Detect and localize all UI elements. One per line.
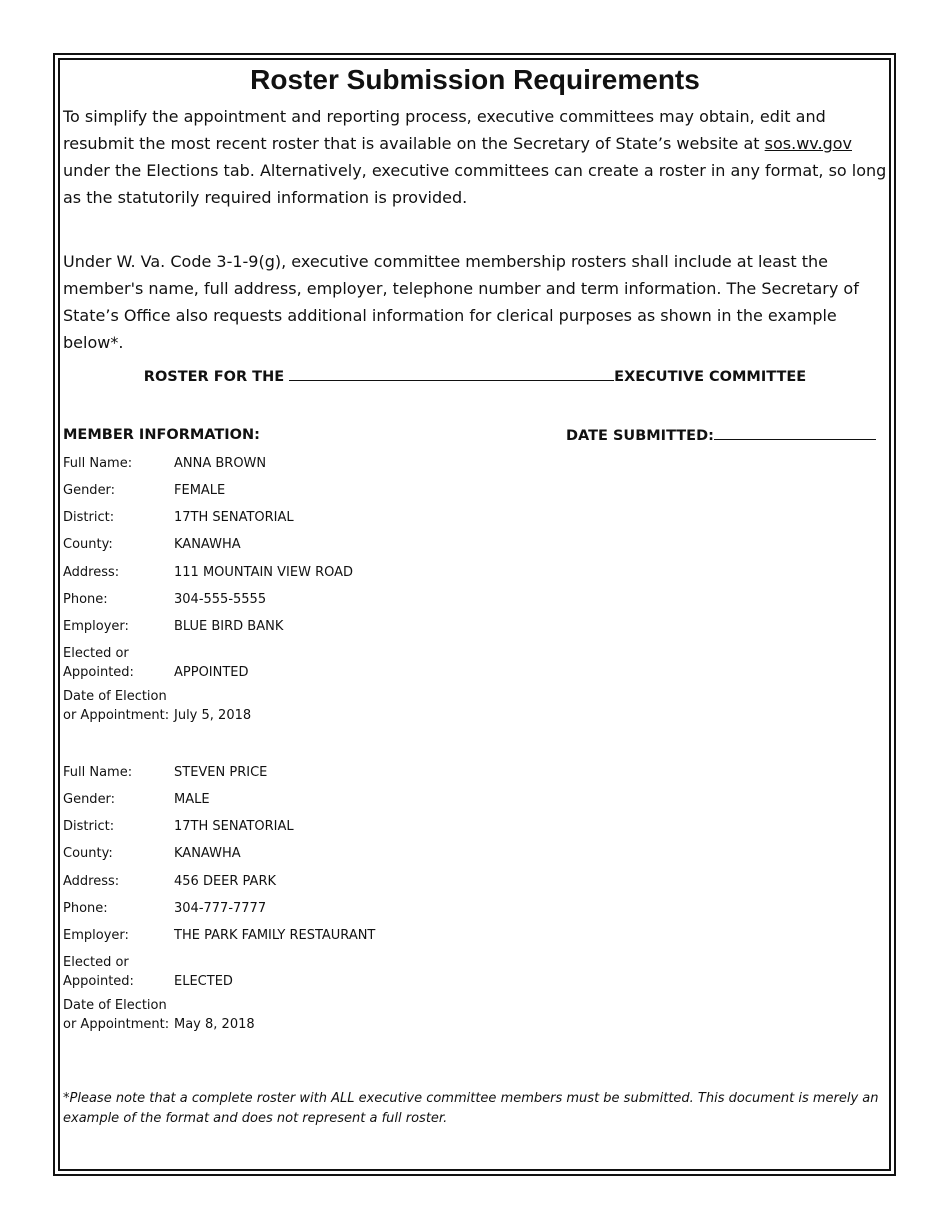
member-2-county-row — [63, 844, 463, 863]
date-label-line-1: Date of Election — [63, 689, 167, 704]
member-2-date: May 8, 2018 — [174, 1017, 255, 1032]
date-of-election-label — [63, 996, 173, 1034]
page-title: Roster Submission Requirements — [250, 64, 700, 95]
intro-paragraph — [63, 103, 893, 211]
member-1-elected-or-appointed: APPOINTED — [174, 665, 249, 680]
date-of-election-label — [63, 687, 173, 725]
date-submitted-label: DATE SUBMITTED: — [566, 428, 714, 444]
elected-or-appointed-label — [63, 953, 173, 991]
member-2-address-row — [63, 872, 463, 891]
member-info-heading: MEMBER INFORMATION: — [63, 427, 260, 443]
committee-name-blank — [289, 365, 614, 381]
member-2-employer: THE PARK FAMILY RESTAURANT — [174, 928, 376, 943]
footnote-asterisk: * — [63, 1091, 70, 1106]
county-label: County: — [63, 537, 113, 552]
member-2-address: 456 DEER PARK — [174, 874, 277, 889]
date-submitted-blank — [714, 424, 876, 440]
elected-label-line-2: Appointed: — [63, 974, 134, 989]
elected-or-appointed-label — [63, 644, 173, 682]
member-1-county-row — [63, 535, 463, 554]
member-1-phone: 304-555-5555 — [174, 592, 267, 607]
member-1-address: 111 MOUNTAIN VIEW ROAD — [174, 565, 354, 580]
member-2-district: 17TH SENATORIAL — [174, 819, 294, 834]
elected-label-line-1: Elected or — [63, 646, 129, 661]
member-2-phone: 304-777-7777 — [174, 901, 267, 916]
member-1-employer-row — [63, 617, 463, 636]
county-label: County: — [63, 846, 113, 861]
sos-website-link[interactable]: sos.wv.gov — [764, 134, 852, 153]
address-label: Address: — [63, 874, 120, 889]
elected-label-line-1: Elected or — [63, 955, 129, 970]
member-2-employer-row — [63, 926, 463, 945]
member-2-elected-row — [63, 953, 463, 991]
member-1-district: 17TH SENATORIAL — [174, 510, 294, 525]
member-2-county: KANAWHA — [174, 846, 241, 861]
date-label-line-2: or Appointment: — [63, 708, 170, 723]
member-1-elected-row — [63, 644, 463, 682]
employer-label: Employer: — [63, 928, 129, 943]
intro-text-after-link: under the Elections tab. Alternatively, executive committees can create a roster in any format, so long as the statutorily required information is provided. — [63, 161, 887, 207]
full-name-label: Full Name: — [63, 765, 133, 780]
roster-header-suffix: EXECUTIVE COMMITTEE — [614, 369, 807, 385]
member-2-gender: MALE — [174, 792, 210, 807]
member-1-district-row — [63, 508, 463, 527]
member-2-phone-row — [63, 899, 463, 918]
address-label: Address: — [63, 565, 120, 580]
member-1-employer: BLUE BIRD BANK — [174, 619, 284, 634]
phone-label: Phone: — [63, 901, 108, 916]
member-1-full-name-row — [63, 454, 463, 473]
intro-text-before-link: To simplify the appointment and reporting process, executive committees may obtain, edit and resubmit the most recent roster that is available on the Secretary of State’s website at — [63, 107, 826, 153]
roster-header-prefix: ROSTER FOR THE — [143, 369, 290, 385]
member-2-elected-or-appointed: ELECTED — [174, 974, 233, 989]
member-1-address-row — [63, 563, 463, 582]
code-requirements-paragraph: Under W. Va. Code 3-1-9(g), executive committee membership rosters shall include at least the member's name, full address, employer, telephone number and term information. The Secretary of State’s Office also requests additional information for clerical purposes as shown in the example below*. — [63, 252, 859, 352]
member-1-phone-row — [63, 590, 463, 609]
district-label: District: — [63, 510, 115, 525]
member-1-gender-row — [63, 481, 463, 500]
district-label: District: — [63, 819, 115, 834]
footnote-text: Please note that a complete roster with ALL executive committee members must be submitted. This document is merely an example of the format and does not represent a full roster. — [63, 1091, 879, 1126]
member-2-full-name: STEVEN PRICE — [174, 765, 268, 780]
gender-label: Gender: — [63, 483, 116, 498]
member-1-date-row — [63, 687, 463, 725]
member-1-date: July 5, 2018 — [174, 708, 252, 723]
member-1-gender: FEMALE — [174, 483, 226, 498]
member-2-date-row — [63, 996, 463, 1034]
employer-label: Employer: — [63, 619, 129, 634]
date-submitted — [566, 424, 876, 447]
member-2-gender-row — [63, 790, 463, 809]
member-1-full-name: ANNA BROWN — [174, 456, 267, 471]
elected-label-line-2: Appointed: — [63, 665, 134, 680]
member-2-district-row — [63, 817, 463, 836]
date-label-line-2: or Appointment: — [63, 1017, 170, 1032]
gender-label: Gender: — [63, 792, 116, 807]
member-2-full-name-row — [63, 763, 463, 782]
date-label-line-1: Date of Election — [63, 998, 167, 1013]
full-name-label: Full Name: — [63, 456, 133, 471]
roster-header — [0, 365, 950, 388]
member-1-county: KANAWHA — [174, 537, 241, 552]
phone-label: Phone: — [63, 592, 108, 607]
footnote — [63, 1089, 885, 1129]
